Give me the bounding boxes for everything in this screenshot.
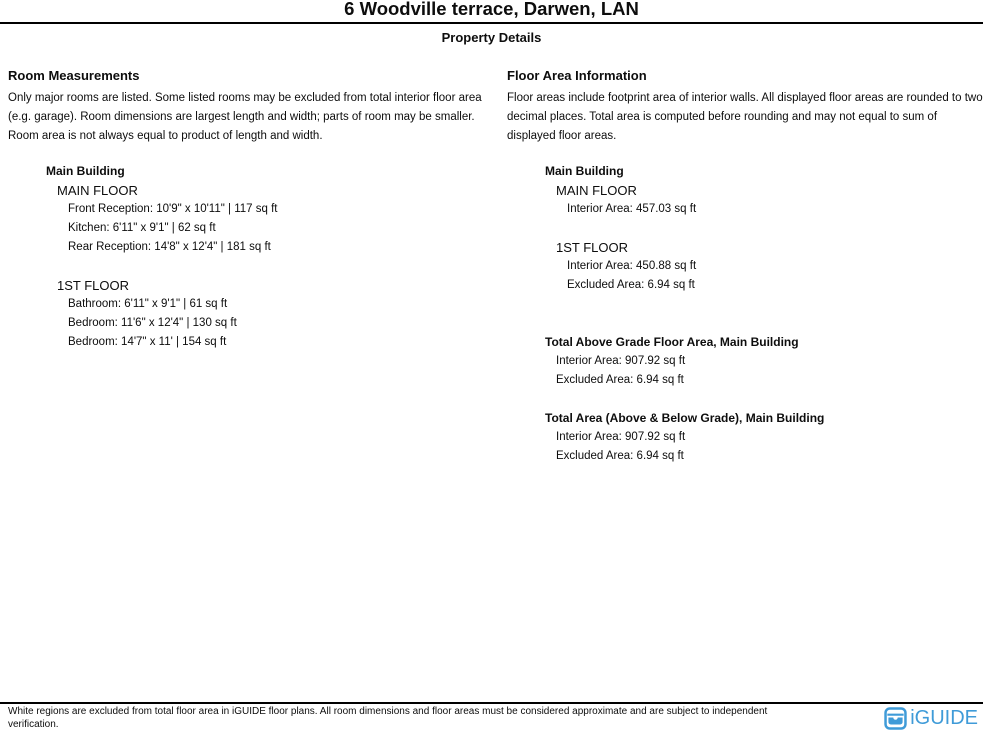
- floor-area-line: Excluded Area: 6.94 sq ft: [567, 279, 695, 291]
- room-measurements-content: [8, 162, 482, 352]
- floor-area-line: Excluded Area: 6.94 sq ft: [556, 374, 684, 386]
- header-divider: [0, 22, 983, 24]
- floor-name: MAIN FLOOR: [556, 183, 637, 198]
- floor-area-section: [507, 68, 983, 466]
- room-measurement-line: Bedroom: 11'6" x 12'4" | 130 sq ft: [68, 317, 237, 329]
- building-name: Main Building: [545, 164, 624, 178]
- footer: [8, 705, 978, 731]
- footer-disclaimer: White regions are excluded from total floor area in iGUIDE floor plans. All room dimensions and floor areas must be considered approximate and are subject to independent verification.: [8, 706, 768, 730]
- floor-area-description: Floor areas include footprint area of interior walls. All displayed floor areas are rounded to two decimal places. Total area is computed before rounding and may not equal to sum of displayed floor areas.: [507, 92, 983, 142]
- total-above-grade-block: [545, 333, 983, 390]
- room-measurement-line: Front Reception: 10'9" x 10'11" | 117 sq ft: [68, 203, 278, 215]
- room-measurements-section: [8, 68, 482, 352]
- floor-block-main-floor: [545, 181, 983, 219]
- floor-area-heading: Floor Area Information: [507, 68, 647, 83]
- iguide-camera-icon: [884, 707, 907, 730]
- floor-area-line: Interior Area: 457.03 sq ft: [567, 203, 697, 215]
- floor-block-1st-floor: [46, 276, 482, 352]
- iguide-logo: [884, 707, 978, 730]
- building-name: Main Building: [46, 164, 125, 178]
- total-heading: Total Above Grade Floor Area, Main Building: [545, 335, 799, 349]
- room-measurements-description: Only major rooms are listed. Some listed rooms may be excluded from total interior floor area (e.g. garage). Room dimensions are largest length and width; parts of room may be smaller. Room area is not always equal to product of length and width.: [8, 92, 482, 142]
- total-heading: Total Area (Above & Below Grade), Main Building: [545, 411, 825, 425]
- room-measurement-line: Bedroom: 14'7" x 11' | 154 sq ft: [68, 336, 227, 348]
- room-measurement-line: Rear Reception: 14'8" x 12'4" | 181 sq ft: [68, 241, 271, 253]
- iguide-logo-text: iGUIDE: [910, 707, 978, 729]
- page-title: 6 Woodville terrace, Darwen, LAN: [344, 0, 639, 19]
- floor-name: 1ST FLOOR: [57, 278, 130, 293]
- floor-name: MAIN FLOOR: [57, 183, 138, 198]
- floor-block-main-floor: [46, 181, 482, 257]
- floor-area-content: [507, 162, 983, 466]
- room-measurement-line: Kitchen: 6'11" x 9'1" | 62 sq ft: [68, 222, 216, 234]
- room-measurement-line: Bathroom: 6'11" x 9'1" | 61 sq ft: [68, 298, 228, 310]
- total-area-block: [545, 409, 983, 466]
- floor-area-line: Interior Area: 907.92 sq ft: [556, 355, 686, 367]
- footer-divider: [0, 702, 983, 704]
- floor-area-line: Excluded Area: 6.94 sq ft: [556, 450, 684, 462]
- floor-area-line: Interior Area: 450.88 sq ft: [567, 260, 697, 272]
- floor-block-1st-floor: [545, 238, 983, 295]
- floor-name: 1ST FLOOR: [556, 240, 629, 255]
- page-subtitle: Property Details: [441, 30, 542, 45]
- floor-area-line: Interior Area: 907.92 sq ft: [556, 431, 686, 443]
- room-measurements-heading: Room Measurements: [8, 68, 140, 83]
